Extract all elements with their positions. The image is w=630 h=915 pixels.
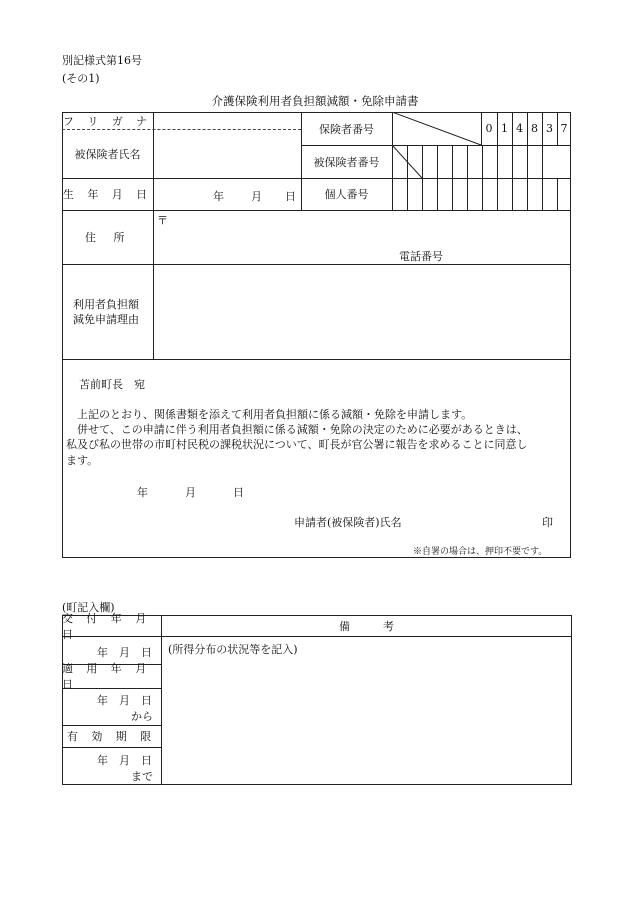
apply-date-value: 年 月 日 xyxy=(97,694,152,707)
addressee: 苫前町長 宛 xyxy=(79,378,145,391)
insurer-digit: 3 xyxy=(546,122,553,135)
issue-date-label: 交 付 年 月 日 xyxy=(62,611,152,641)
remarks-note: (所得分布の状況等を記入) xyxy=(168,643,298,656)
declaration-para1: 上記のとおり、関係書類を添えて利用者負担額に係る減額・免除を申請します。 xyxy=(77,408,473,421)
insurer-digit: 8 xyxy=(531,122,538,135)
birthdate-month: 月 xyxy=(251,190,262,203)
postal-mark: 〒 xyxy=(157,214,168,227)
insurer-digit: 4 xyxy=(516,122,523,135)
birthdate-year: 年 xyxy=(213,190,224,203)
date-day: 日 xyxy=(233,486,244,499)
furigana-label: フ リ ガ ナ xyxy=(62,114,153,128)
declaration-para2-line2: 私及び私の世帯の市町村民税の課税状況について、町長が官公署に報告を求めることに同意し xyxy=(66,438,528,451)
declaration-para2-line1: 併せて、この申請に伴う利用者負担額に係る減額・免除の決定のために必要があるときは、 xyxy=(77,423,528,436)
apply-date-label: 適 用 年 月 日 xyxy=(62,662,152,691)
date-year: 年 xyxy=(137,486,148,499)
insured-number-field[interactable] xyxy=(407,145,571,178)
phone-label: 電話番号 xyxy=(399,250,443,263)
apply-from-label: から xyxy=(131,710,153,723)
reason-field[interactable] xyxy=(154,265,570,358)
name-field[interactable] xyxy=(153,129,301,178)
name-label: 被保険者氏名 xyxy=(74,147,141,161)
reason-label-line2: 減免申請理由 xyxy=(73,313,139,326)
insured-number-label: 被保険者番号 xyxy=(313,155,380,169)
personal-number-field[interactable] xyxy=(392,178,571,210)
declaration-para2-line3: ます。 xyxy=(66,454,99,467)
insurer-digit: 0 xyxy=(485,122,493,135)
applicant-name-field[interactable] xyxy=(420,512,538,528)
form-part: (その1) xyxy=(62,72,100,85)
applicant-label: 申請者(被保険者)氏名 xyxy=(294,516,402,529)
validity-until-label: まで xyxy=(131,770,153,783)
town-section-title: (町記入欄) xyxy=(62,601,115,614)
birthdate-label: 生 年 月 日 xyxy=(62,188,153,201)
date-month: 月 xyxy=(185,486,196,499)
remarks-label: 備 考 xyxy=(339,619,394,633)
page-title: 介護保険利用者負担額減額・免除申請書 xyxy=(211,94,419,108)
validity-label: 有 効 期 限 xyxy=(66,730,157,743)
insurer-diagonal xyxy=(392,112,482,146)
seal-mark: 印 xyxy=(542,516,553,529)
address-field[interactable] xyxy=(170,212,560,262)
insurer-number-label: 保険者番号 xyxy=(319,122,374,136)
signature-note: ※自署の場合は、押印不要です。 xyxy=(413,547,548,557)
issue-date-value: 年 月 日 xyxy=(97,646,152,659)
insurer-digit: 1 xyxy=(501,122,508,135)
insurer-digit: 7 xyxy=(560,122,568,135)
remarks-field[interactable] xyxy=(162,637,571,784)
birthdate-day: 日 xyxy=(285,190,296,203)
address-label: 住所 xyxy=(84,231,143,244)
reason-label-line1: 利用者負担額 xyxy=(73,298,139,311)
furigana-field[interactable] xyxy=(153,112,301,129)
validity-date-value: 年 月 日 xyxy=(97,754,152,767)
personal-number-label: 個人番号 xyxy=(324,188,369,201)
form-number: 別記様式第16号 xyxy=(62,54,142,67)
